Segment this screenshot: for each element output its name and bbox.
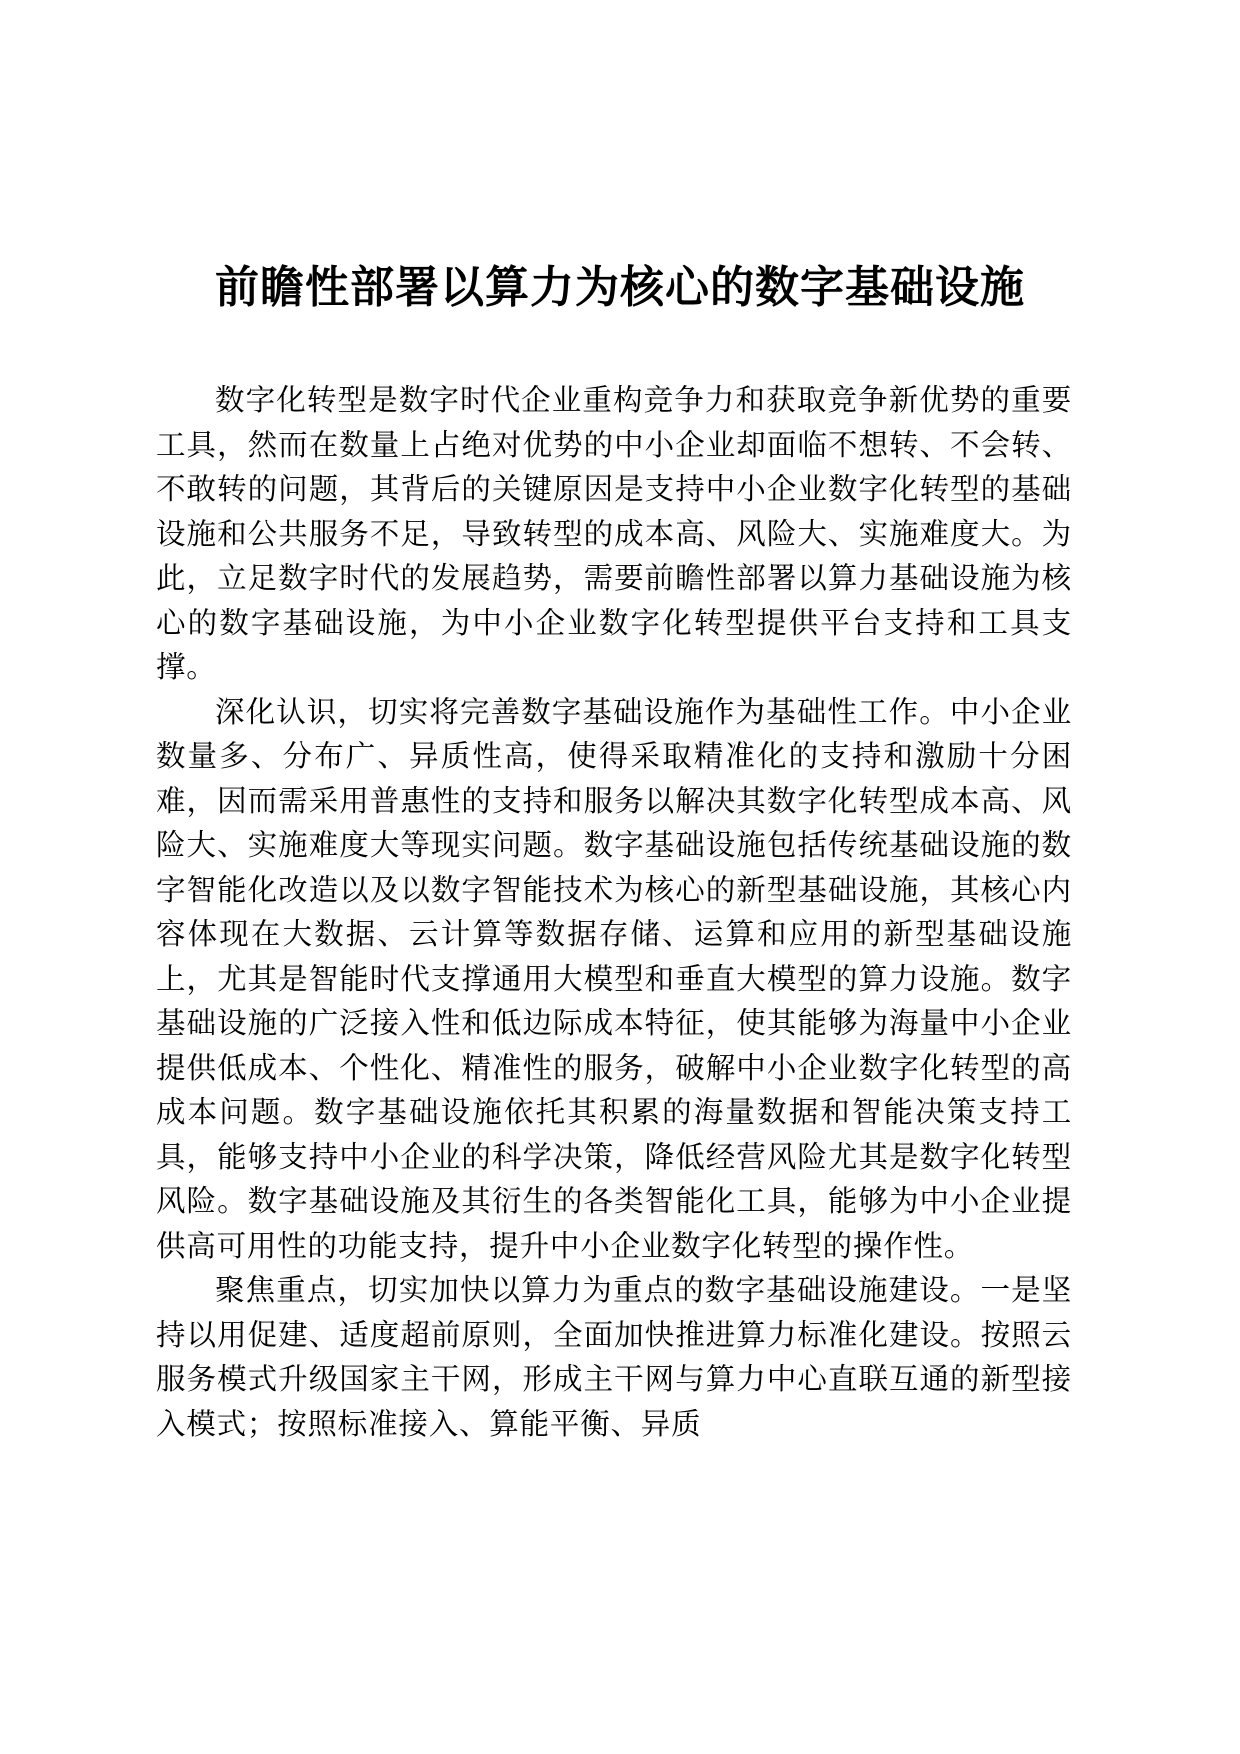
paragraph-1: 数字化转型是数字时代企业重构竞争力和获取竞争新优势的重要工具，然而在数量上占绝对优势的中小企业却面临不想转、不会转、不敢转的问题，其背后的关键原因是支持中小企业数字化转型的基础设施和公共服务不足，导致转型的成本高、风险大、实施难度大。为此，立足数字时代的发展趋势，需要前瞻性部署以算力基础设施为核心的数字基础设施，为中小企业数字化转型提供平台支持和工具支撑。 xyxy=(156,383,1072,684)
document-body xyxy=(156,378,1072,1446)
paragraph-2: 深化认识，切实将完善数字基础设施作为基础性工作。中小企业数量多、分布广、异质性高，使得采取精准化的支持和激励十分困难，因而需采用普惠性的支持和服务以解决其数字化转型成本高、风险大、实施难度大等现实问题。数字基础设施包括传统基础设施的数字智能化改造以及以数字智能技术为核心的新型基础设施，其核心内容体现在大数据、云计算等数据存储、运算和应用的新型基础设施上，尤其是智能时代支撑通用大模型和垂直大模型的算力设施。数字基础设施的广泛接入性和低边际成本特征，使其能够为海量中小企业提供低成本、个性化、精准性的服务，破解中小企业数字化转型的高成本问题。数字基础设施依托其积累的海量数据和智能决策支持工具，能够支持中小企业的科学决策，降低经营风险尤其是数字化转型风险。数字基础设施及其衍生的各类智能化工具，能够为中小企业提供高可用性的功能支持，提升中小企业数字化转型的操作性。 xyxy=(156,694,1072,1263)
document-title: 前瞻性部署以算力为核心的数字基础设施 xyxy=(215,262,1025,313)
paragraph-3: 聚焦重点，切实加快以算力为重点的数字基础设施建设。一是坚持以用促建、适度超前原则，全面加快推进算力标准化建设。按照云服务模式升级国家主干网，形成主干网与算力中心直联互通的新型接入模式；按照标准接入、算能平衡、异质 xyxy=(156,1273,1072,1441)
